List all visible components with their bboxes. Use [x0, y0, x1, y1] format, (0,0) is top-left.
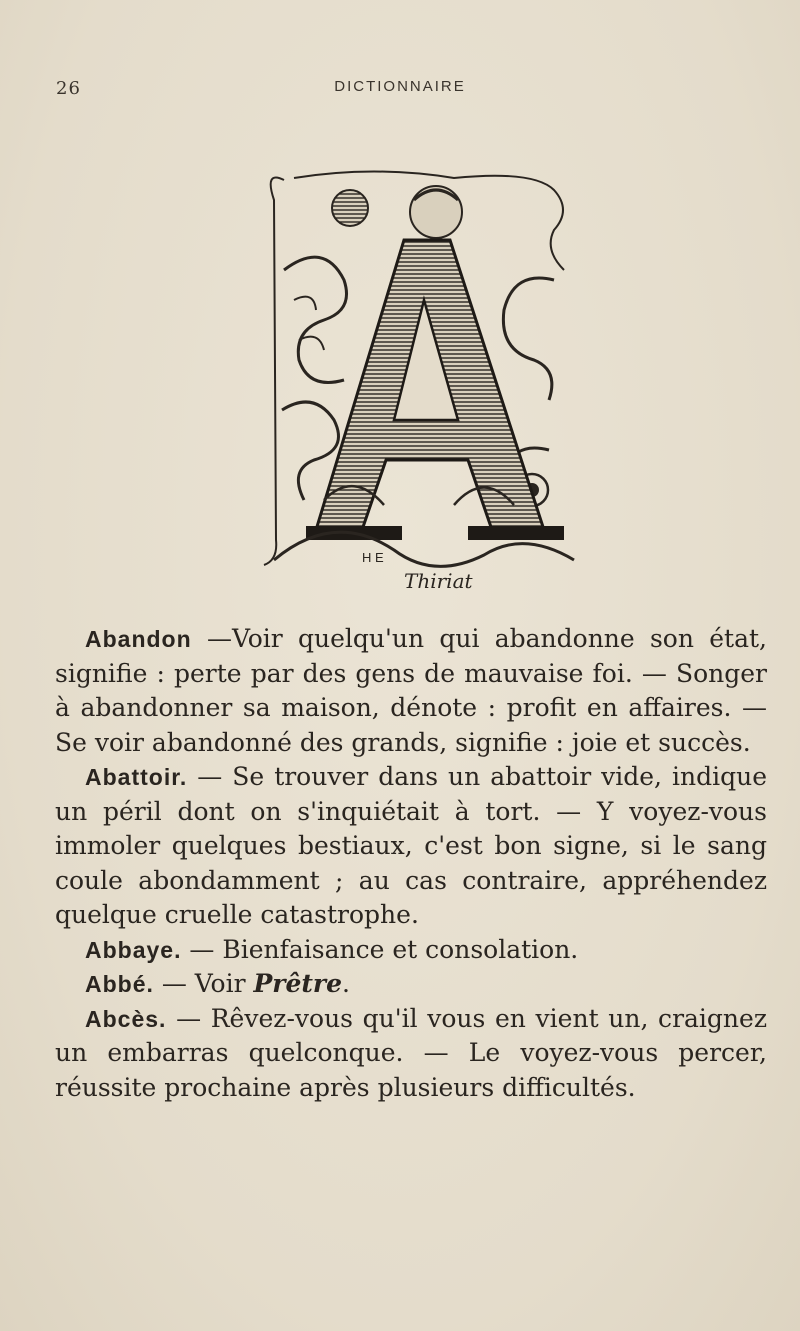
- entry-text: — Se trouver dans un abattoir vide, indique un péril dont on s'inquiétait à tort. — Y voyez-vous immoler quelques bestiaux, c'est bon signe, si le sang coule abondamment ; au cas contraire, appréhendez quelque cruelle catastrophe.: [55, 762, 767, 929]
- entry-text-after: .: [342, 969, 350, 998]
- entry-abbe: [55, 967, 767, 1002]
- entry-term: Abcès.: [85, 1005, 167, 1032]
- entry-text: — Rêvez-vous qu'il vous en vient un, craignez un embarras quelconque. — Le voyez-vous percer, réussite prochaine après plusieurs difficultés.: [55, 1003, 767, 1102]
- dictionary-entries: [55, 622, 767, 1105]
- entry-text: — Bienfaisance et consolation.: [181, 934, 579, 964]
- entry-term: Abbé.: [85, 971, 154, 997]
- entry-text: — Voir: [153, 969, 254, 998]
- entry-term: Abandon: [85, 626, 192, 652]
- ornamental-initial-a: [254, 160, 576, 600]
- entry-abces: [55, 1002, 767, 1106]
- cross-reference: Prêtre: [253, 969, 343, 998]
- running-title: DICTIONNAIRE: [334, 78, 466, 95]
- page-number: 26: [56, 78, 81, 99]
- engraver-initials: H E: [362, 550, 384, 565]
- engraver-signature: Thiriat: [404, 569, 473, 593]
- entry-abandon: [55, 622, 767, 760]
- entry-term: Abattoir.: [85, 764, 188, 790]
- entry-abbaye: [55, 933, 767, 968]
- entry-text: —Voir quelqu'un qui abandonne son état, signifie : perte par des gens de mauvaise foi. — Songer à abandonner sa maison, dénote : profit en affaires. — Se voir abandonné des grands, signifie : joie et succès.: [55, 624, 767, 757]
- entry-abattoir: [55, 760, 767, 933]
- entry-term: Abbaye.: [85, 936, 182, 963]
